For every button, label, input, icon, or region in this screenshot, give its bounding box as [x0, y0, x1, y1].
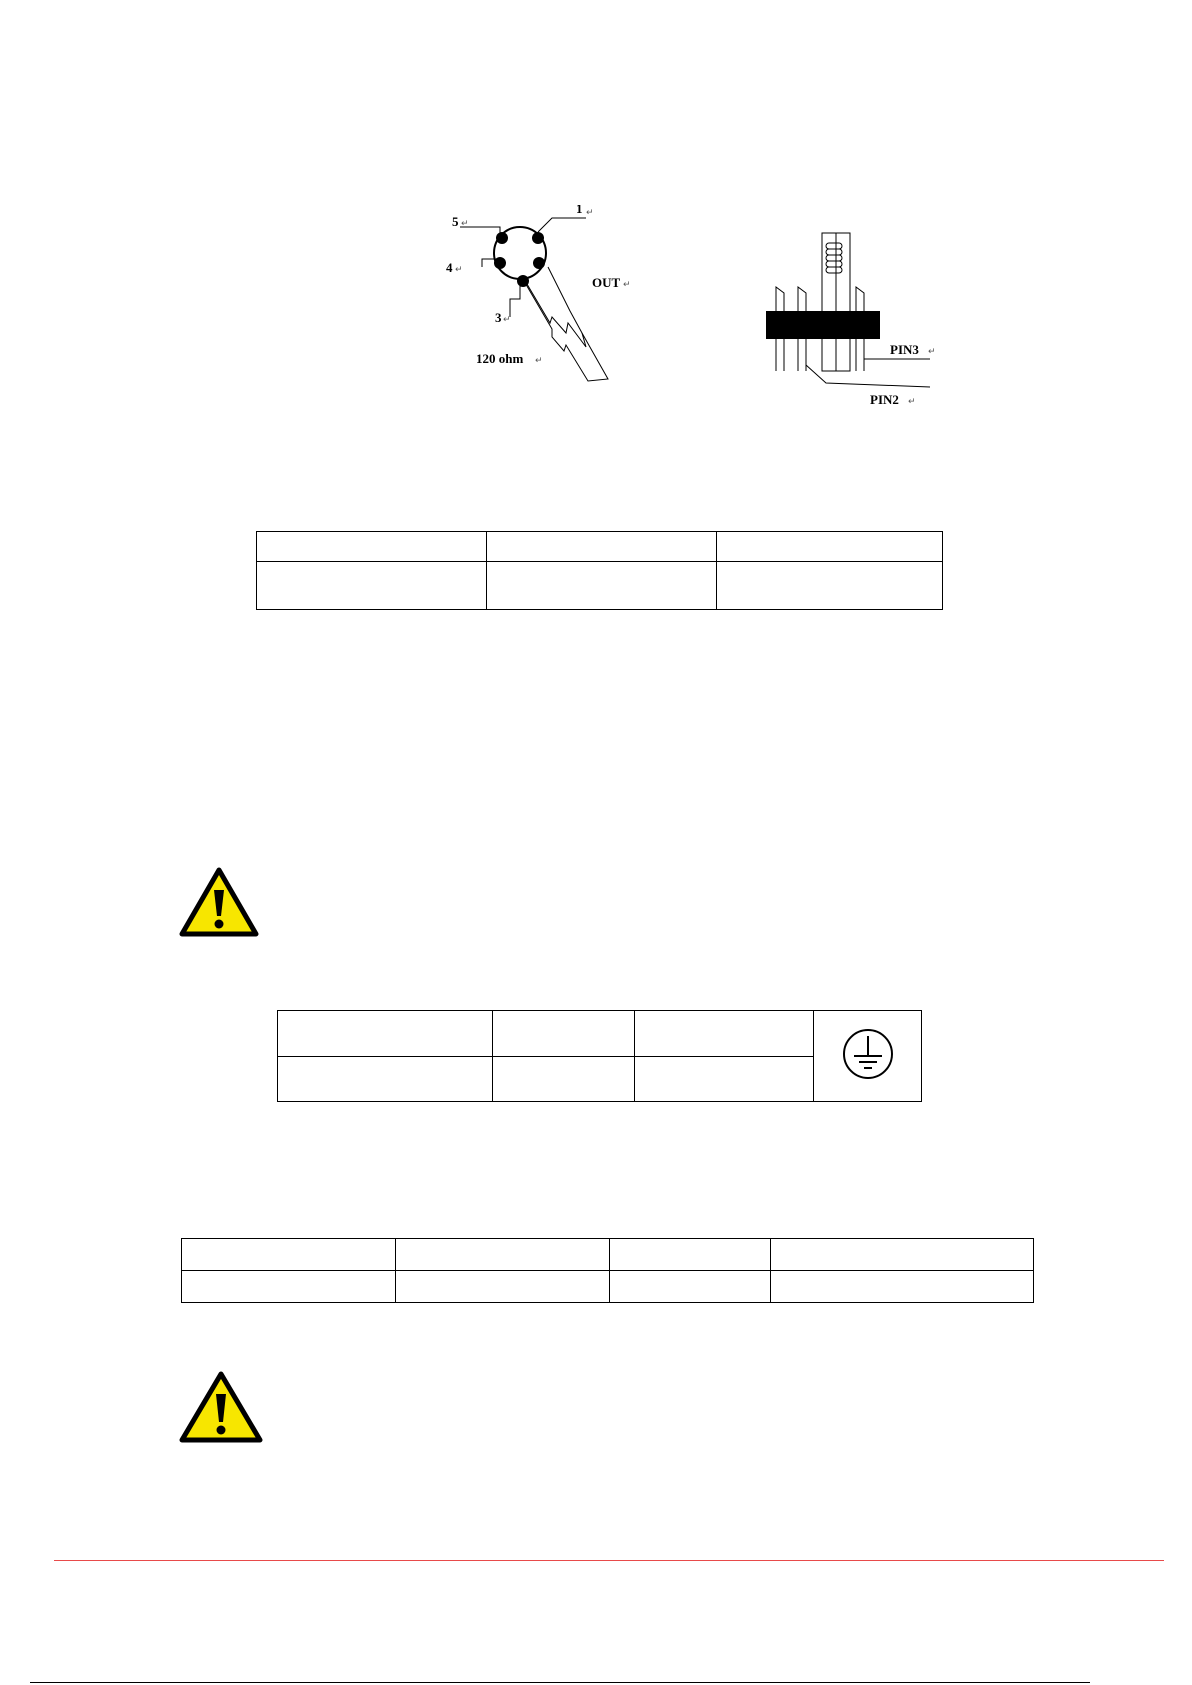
- table-cell: [487, 562, 717, 610]
- pin-1-leader: [538, 218, 586, 232]
- table-row: [257, 562, 943, 610]
- return-mark: ↵: [623, 280, 631, 290]
- table-cell: [610, 1239, 771, 1271]
- pin-dot-5: [496, 232, 508, 244]
- table-cell: [635, 1011, 814, 1057]
- table-row: [182, 1271, 1034, 1303]
- pin-label-5: 5: [452, 214, 459, 229]
- table-cell: [257, 562, 487, 610]
- table-cell: [771, 1239, 1034, 1271]
- footer-divider: [54, 1560, 1164, 1561]
- out-label: OUT: [592, 275, 621, 290]
- table-1: [256, 531, 943, 610]
- table-3: [181, 1238, 1034, 1303]
- return-mark: ↵: [535, 356, 543, 366]
- table-2: [277, 1010, 922, 1102]
- pin-dot-1: [532, 232, 544, 244]
- return-mark: ↵: [928, 347, 936, 357]
- terminal-block-diagram: [760, 225, 950, 415]
- pin-label-4: 4: [446, 260, 453, 275]
- warning-icon: [178, 866, 260, 938]
- table-cell: [814, 1011, 922, 1102]
- pin-4-leader: [482, 259, 496, 267]
- return-mark: ↵: [586, 208, 594, 218]
- coil-spring: [826, 243, 842, 273]
- return-mark: ↵: [503, 315, 511, 325]
- table-cell: [635, 1057, 814, 1102]
- table-cell: [182, 1271, 396, 1303]
- return-mark: ↵: [455, 265, 463, 275]
- return-mark: ↵: [908, 397, 916, 407]
- table-cell: [396, 1239, 610, 1271]
- table-cell: [610, 1271, 771, 1303]
- table-row: [182, 1239, 1034, 1271]
- table-cell: [278, 1057, 493, 1102]
- table-cell: [493, 1011, 635, 1057]
- resistor-label: 120 ohm: [476, 351, 524, 366]
- table-cell: [257, 532, 487, 562]
- pin2-label: PIN2: [870, 392, 899, 407]
- connector-pinout-diagram: [440, 205, 680, 395]
- table-cell: [717, 562, 943, 610]
- table-cell: [396, 1271, 610, 1303]
- table-cell: [278, 1011, 493, 1057]
- pin2-leader: [806, 365, 930, 387]
- return-mark: ↵: [461, 219, 469, 229]
- table-cell: [493, 1057, 635, 1102]
- table-row: [278, 1011, 922, 1057]
- table-cell: [487, 532, 717, 562]
- warning-icon: [178, 1370, 264, 1444]
- table-cell: [182, 1239, 396, 1271]
- pin-label-3: 3: [495, 310, 502, 325]
- pin-dot-2: [533, 257, 545, 269]
- pin-label-1: 1: [576, 205, 583, 216]
- clamp-bar: [766, 311, 880, 339]
- pin-3-leader: [510, 283, 520, 317]
- table-row: [257, 532, 943, 562]
- protective-earth-icon: [840, 1026, 896, 1082]
- page-bottom-rule: [30, 1682, 1090, 1683]
- pin3-label: PIN3: [890, 342, 919, 357]
- table-cell: [717, 532, 943, 562]
- cable-outline: [524, 267, 586, 347]
- table-cell: [771, 1271, 1034, 1303]
